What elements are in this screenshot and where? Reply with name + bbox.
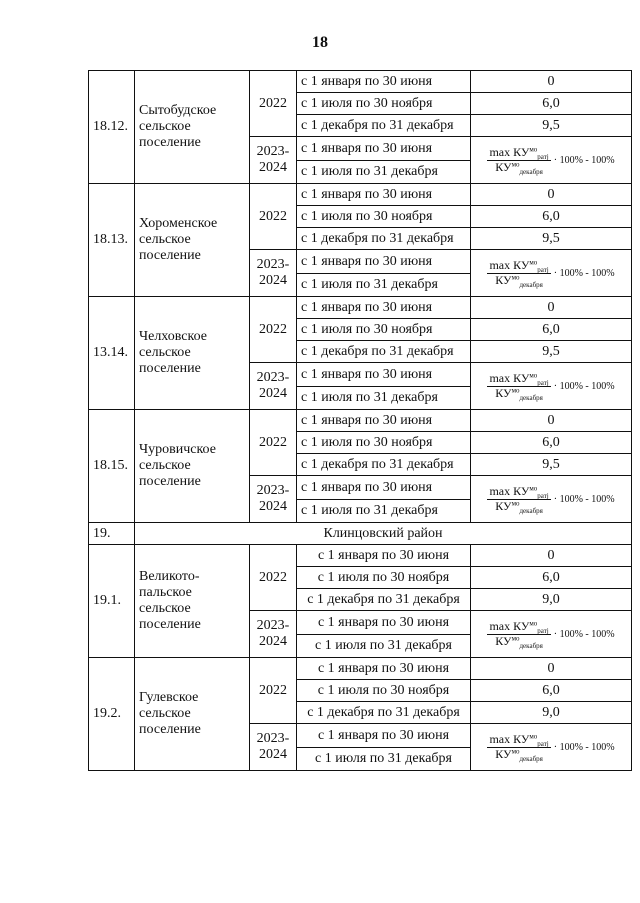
year-cell: 2023-2024 (250, 476, 297, 523)
tariff-formula (475, 257, 627, 289)
period-cell: с 1 июля по 31 декабря (297, 748, 471, 771)
formula-denominator-text: КУ (495, 385, 512, 400)
tariff-formula (475, 144, 627, 176)
period-cell: с 1 января по 30 июня (297, 476, 471, 500)
tariff-formula (475, 370, 627, 402)
period-cell: с 1 декабря по 31 декабря (297, 454, 471, 476)
value-cell: 0 (471, 545, 632, 567)
formula-tail: · 100% - 100% (553, 154, 615, 166)
period-cell: с 1 января по 30 июня (297, 184, 471, 206)
formula-denominator (495, 274, 543, 287)
period-cell: с 1 января по 30 июня (297, 611, 471, 635)
row-number: 18.15. (89, 410, 135, 523)
formula-numerator (487, 144, 550, 161)
period-cell: с 1 января по 30 июня (297, 250, 471, 274)
formula-numerator-sup: мо (529, 371, 538, 380)
formula-fraction (487, 370, 550, 402)
value-cell: 0 (471, 297, 632, 319)
formula-tail: · 100% - 100% (553, 493, 615, 505)
period-cell: с 1 июля по 30 ноября (297, 680, 471, 702)
year-cell: 2022 (250, 658, 297, 724)
formula-denominator-text: КУ (495, 746, 512, 761)
period-cell: с 1 июля по 31 декабря (297, 161, 471, 184)
value-cell: 6,0 (471, 567, 632, 589)
formula-numerator-sup: мо (529, 619, 538, 628)
value-cell: 9,5 (471, 115, 632, 137)
formula-cell (471, 724, 632, 771)
formula-denominator-sub: декабря (519, 641, 543, 650)
row-number: 13.14. (89, 297, 135, 410)
formula-cell (471, 611, 632, 658)
formula-numerator (487, 618, 550, 635)
year-cell: 2022 (250, 297, 297, 363)
period-cell: с 1 июля по 30 ноября (297, 432, 471, 454)
value-cell: 0 (471, 410, 632, 432)
formula-fraction (487, 257, 550, 289)
row-number: 19.1. (89, 545, 135, 658)
settlement-name: Чуровичское сельское поселение (135, 410, 250, 523)
formula-denominator-sup: мо (511, 386, 520, 395)
period-cell: с 1 января по 30 июня (297, 363, 471, 387)
formula-denominator-sub: декабря (519, 280, 543, 289)
formula-numerator (487, 483, 550, 500)
district-number: 19. (89, 523, 135, 545)
period-cell: с 1 декабря по 31 декабря (297, 341, 471, 363)
value-cell: 6,0 (471, 93, 632, 115)
formula-numerator-sup: мо (529, 732, 538, 741)
year-cell: 2023-2024 (250, 611, 297, 658)
formula-denominator-sub: декабря (519, 393, 543, 402)
page-number: 18 (312, 34, 328, 51)
year-cell: 2023-2024 (250, 724, 297, 771)
period-cell: с 1 января по 30 июня (297, 410, 471, 432)
period-cell: с 1 июля по 30 ноября (297, 567, 471, 589)
formula-denominator-sub: декабря (519, 167, 543, 176)
formula-denominator-sup: мо (511, 747, 520, 756)
period-cell: с 1 июля по 31 декабря (297, 274, 471, 297)
period-cell: с 1 января по 30 июня (297, 658, 471, 680)
district-row (89, 523, 632, 545)
formula-fraction (487, 483, 550, 515)
year-cell: 2022 (250, 184, 297, 250)
table-row (89, 410, 632, 432)
value-cell: 0 (471, 658, 632, 680)
formula-tail: · 100% - 100% (553, 628, 615, 640)
period-cell: с 1 июля по 30 ноября (297, 93, 471, 115)
formula-cell (471, 137, 632, 184)
formula-cell (471, 363, 632, 410)
formula-numerator-text: max КУ (489, 731, 530, 746)
value-cell: 6,0 (471, 319, 632, 341)
settlement-name: Сытобудское сельское поселение (135, 71, 250, 184)
formula-denominator (495, 161, 543, 174)
formula-numerator (487, 257, 550, 274)
formula-denominator-sup: мо (511, 273, 520, 282)
period-cell: с 1 января по 30 июня (297, 71, 471, 93)
formula-numerator-text: max КУ (489, 483, 530, 498)
period-cell: с 1 июля по 31 декабря (297, 635, 471, 658)
period-cell: с 1 декабря по 31 декабря (297, 228, 471, 250)
value-cell: 0 (471, 71, 632, 93)
value-cell: 9,5 (471, 454, 632, 476)
district-name: Клинцовский район (135, 523, 632, 545)
table-row (89, 545, 632, 567)
formula-numerator-text: max КУ (489, 618, 530, 633)
formula-denominator-sup: мо (511, 499, 520, 508)
formula-numerator-sub: ратj (537, 152, 549, 161)
formula-denominator-sup: мо (511, 634, 520, 643)
formula-denominator-sub: декабря (519, 754, 543, 763)
period-cell: с 1 декабря по 31 декабря (297, 702, 471, 724)
tariff-formula (475, 483, 627, 515)
row-number: 18.13. (89, 184, 135, 297)
formula-numerator-text: max КУ (489, 370, 530, 385)
formula-numerator-sub: ратj (537, 265, 549, 274)
tariff-table (88, 70, 632, 771)
formula-tail: · 100% - 100% (553, 741, 615, 753)
year-cell: 2022 (250, 545, 297, 611)
period-cell: с 1 июля по 31 декабря (297, 387, 471, 410)
formula-numerator-sub: ратj (537, 626, 549, 635)
table-row (89, 71, 632, 93)
formula-denominator (495, 635, 543, 648)
value-cell: 6,0 (471, 432, 632, 454)
value-cell: 0 (471, 184, 632, 206)
value-cell: 9,0 (471, 702, 632, 724)
formula-numerator-text: max КУ (489, 144, 530, 159)
settlement-name: Великото-пальское сельское поселение (135, 545, 250, 658)
formula-tail: · 100% - 100% (553, 267, 615, 279)
formula-numerator (487, 370, 550, 387)
formula-numerator-sup: мо (529, 258, 538, 267)
value-cell: 6,0 (471, 206, 632, 228)
year-cell: 2023-2024 (250, 250, 297, 297)
period-cell: с 1 июля по 31 декабря (297, 500, 471, 523)
period-cell: с 1 июля по 30 ноября (297, 319, 471, 341)
period-cell: с 1 января по 30 июня (297, 297, 471, 319)
row-number: 19.2. (89, 658, 135, 771)
tariff-formula (475, 731, 627, 763)
table-row (89, 658, 632, 680)
period-cell: с 1 января по 30 июня (297, 545, 471, 567)
formula-denominator (495, 387, 543, 400)
formula-denominator-text: КУ (495, 272, 512, 287)
formula-denominator (495, 500, 543, 513)
year-cell: 2023-2024 (250, 363, 297, 410)
period-cell: с 1 января по 30 июня (297, 137, 471, 161)
formula-denominator-sup: мо (511, 160, 520, 169)
formula-numerator-sup: мо (529, 145, 538, 154)
formula-numerator (487, 731, 550, 748)
formula-numerator-sub: ратj (537, 491, 549, 500)
settlement-name: Хороменское сельское поселение (135, 184, 250, 297)
settlement-name: Гулевское сельское поселение (135, 658, 250, 771)
formula-tail: · 100% - 100% (553, 380, 615, 392)
table-row (89, 297, 632, 319)
formula-numerator-text: max КУ (489, 257, 530, 272)
formula-denominator-sub: декабря (519, 506, 543, 515)
period-cell: с 1 июля по 30 ноября (297, 206, 471, 228)
period-cell: с 1 декабря по 31 декабря (297, 589, 471, 611)
value-cell: 9,5 (471, 228, 632, 250)
tariff-formula (475, 618, 627, 650)
value-cell: 6,0 (471, 680, 632, 702)
period-cell: с 1 декабря по 31 декабря (297, 115, 471, 137)
period-cell: с 1 января по 30 июня (297, 724, 471, 748)
formula-numerator-sub: ратj (537, 739, 549, 748)
formula-cell (471, 476, 632, 523)
formula-fraction (487, 618, 550, 650)
formula-numerator-sub: ратj (537, 378, 549, 387)
value-cell: 9,0 (471, 589, 632, 611)
formula-denominator (495, 748, 543, 761)
formula-cell (471, 250, 632, 297)
formula-denominator-text: КУ (495, 498, 512, 513)
formula-numerator-sup: мо (529, 484, 538, 493)
year-cell: 2022 (250, 71, 297, 137)
settlement-name: Челховское сельское поселение (135, 297, 250, 410)
formula-denominator-text: КУ (495, 159, 512, 174)
formula-fraction (487, 144, 550, 176)
value-cell: 9,5 (471, 341, 632, 363)
formula-fraction (487, 731, 550, 763)
year-cell: 2023-2024 (250, 137, 297, 184)
row-number: 18.12. (89, 71, 135, 184)
table-row (89, 184, 632, 206)
formula-denominator-text: КУ (495, 633, 512, 648)
year-cell: 2022 (250, 410, 297, 476)
